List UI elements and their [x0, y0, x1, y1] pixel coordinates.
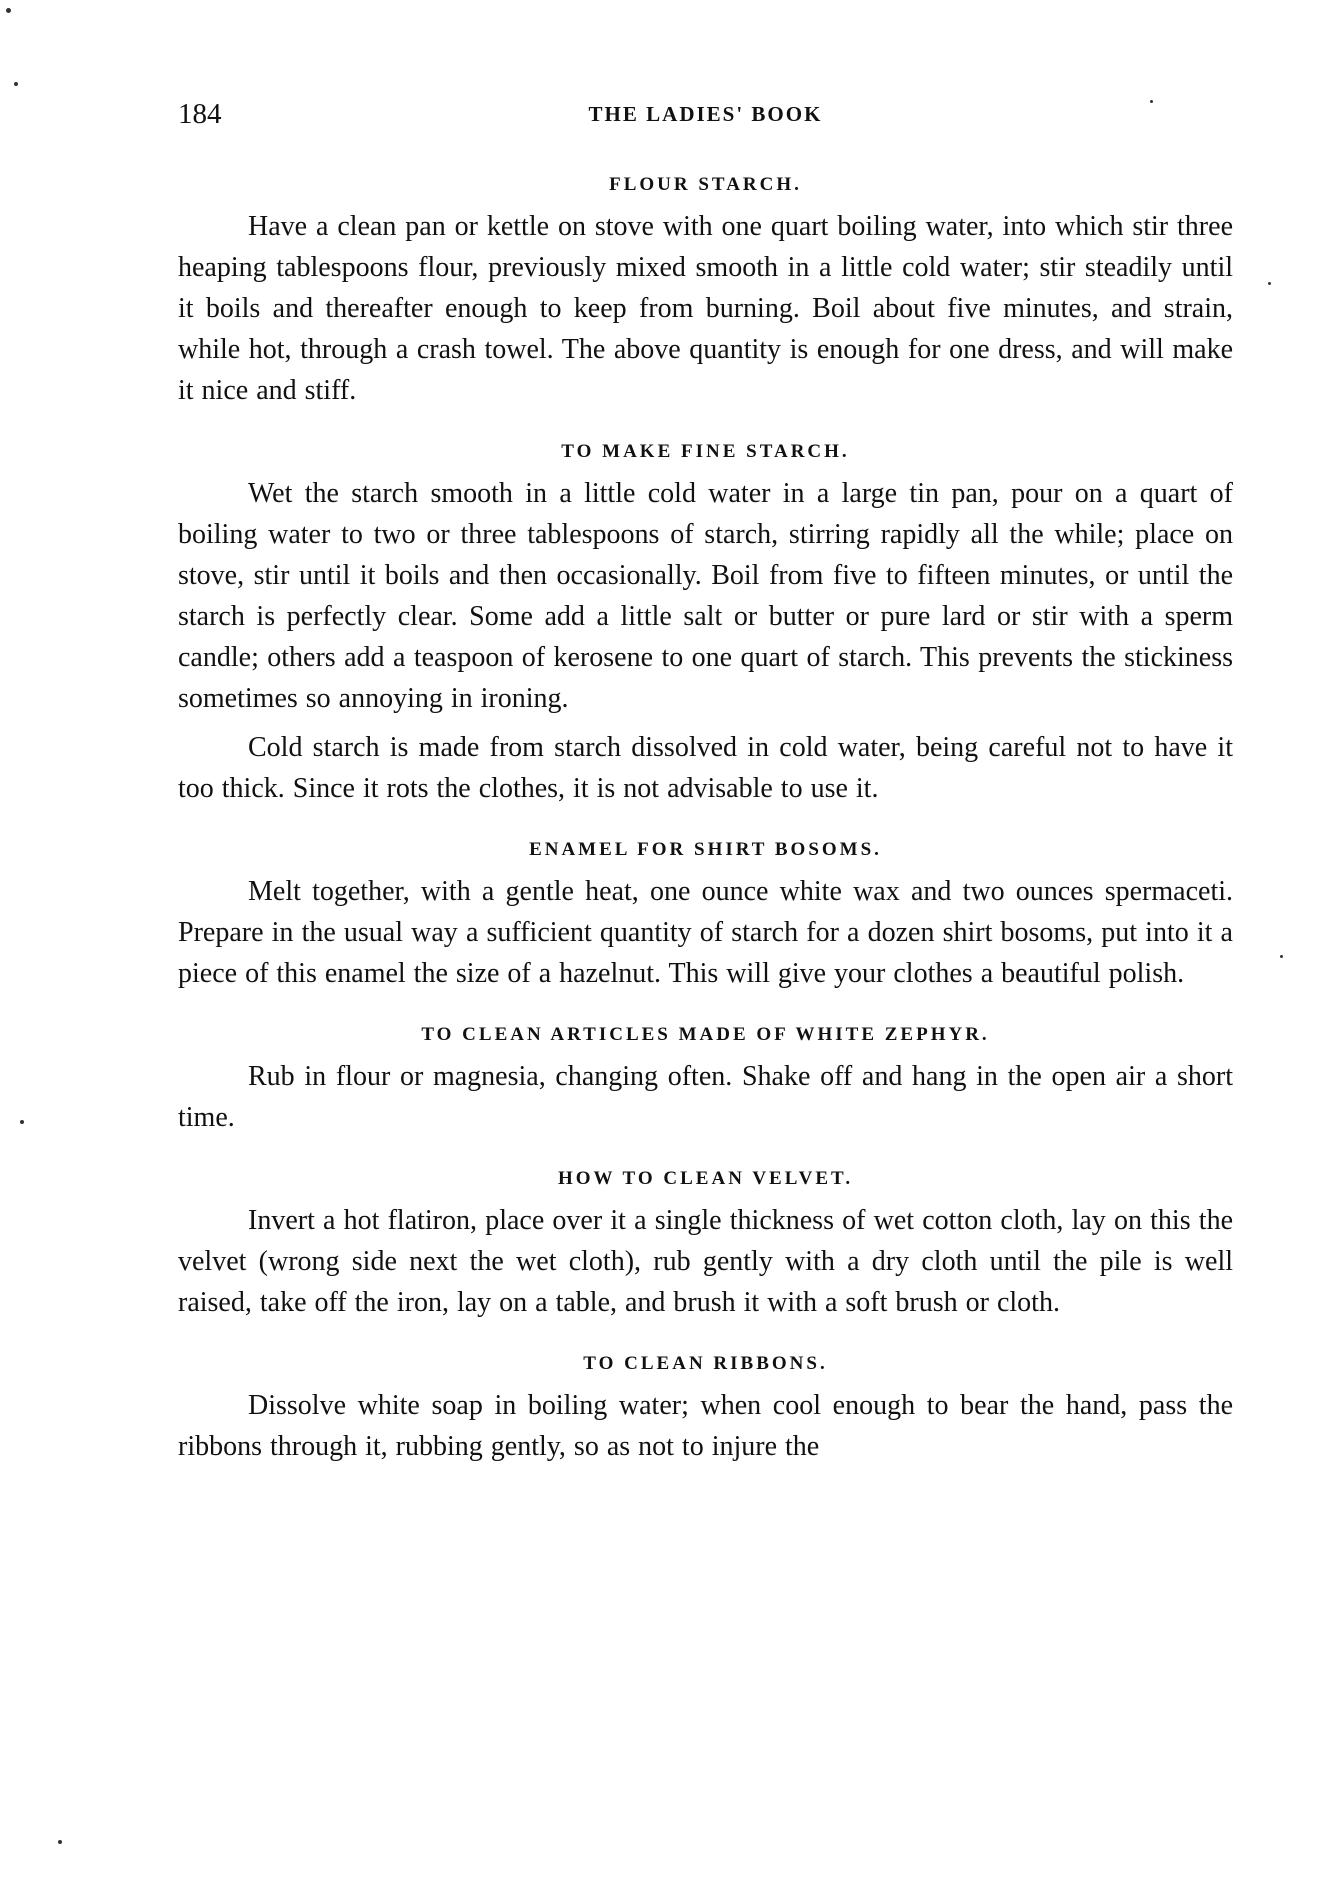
ink-speck [14, 82, 18, 86]
section-heading: TO MAKE FINE STARCH. [561, 441, 850, 462]
section-heading: FLOUR STARCH. [609, 174, 802, 195]
section-heading: TO CLEAN ARTICLES MADE OF WHITE ZEPHYR. [421, 1024, 990, 1045]
paragraph: Dissolve white soap in boiling water; when cool enough to bear the hand, pass the ribbons through it, rubbing gently, so as not to injure the [178, 1390, 1233, 1462]
ink-speck [1268, 282, 1271, 285]
section-fine-starch [178, 441, 1233, 809]
paragraph: Invert a hot flatiron, place over it a single thickness of wet cotton cloth, lay on this the velvet (wrong side next the wet cloth), rub gently with a dry cloth until the pile is well raised, take off the iron, lay on a table, and brush it with a soft brush or cloth. [178, 1205, 1233, 1318]
section-heading: HOW TO CLEAN VELVET. [557, 1168, 854, 1189]
section-clean-velvet [178, 1168, 1233, 1323]
paragraph: Melt together, with a gentle heat, one ounce white wax and two ounces spermaceti. Prepare in the usual way a sufficient quantity of starch for a dozen shirt bosoms, put into it a piece of this enamel the size of a hazelnut. This will give your clothes a beautiful polish. [178, 876, 1233, 989]
section-clean-white-zephyr [178, 1024, 1233, 1138]
running-head [178, 98, 1233, 138]
paragraph: Rub in flour or magnesia, changing often. Shake off and hang in the open air a short time. [178, 1061, 1233, 1133]
ink-speck [1280, 955, 1283, 958]
paragraph: Cold starch is made from starch dissolved in cold water, being careful not to have it too thick. Since it rots the clothes, it is not advisable to use it. [178, 732, 1233, 804]
ink-speck [20, 1120, 24, 1124]
page-number: 184 [178, 98, 222, 130]
book-title: THE LADIES' BOOK [588, 102, 823, 126]
section-flour-starch [178, 174, 1233, 411]
paragraph: Wet the starch smooth in a little cold water in a large tin pan, pour on a quart of boiling water to two or three tablespoons of starch, stirring rapidly all the while; place on stove, stir until it boils and then occasionally. Boil from five to fifteen minutes, or until the starch is perfectly clear. Some add a little salt or butter or pure lard or stir with a sperm candle; others add a teaspoon of kerosene to one quart of starch. This prevents the stickiness sometimes so annoying in ironing. [178, 478, 1233, 714]
section-enamel-shirt-bosoms [178, 839, 1233, 994]
ink-speck [6, 8, 11, 13]
ink-speck [58, 1840, 62, 1844]
section-clean-ribbons [178, 1353, 1233, 1467]
book-page [178, 98, 1233, 1467]
section-heading: ENAMEL FOR SHIRT BOSOMS. [529, 839, 882, 860]
section-heading: TO CLEAN RIBBONS. [583, 1353, 828, 1374]
paragraph: Have a clean pan or kettle on stove with one quart boiling water, into which stir three heaping tablespoons flour, previously mixed smooth in a little cold water; stir steadily until it boils and thereafter enough to keep from burning. Boil about five minutes, and strain, while hot, through a crash towel. The above quantity is enough for one dress, and will make it nice and stiff. [178, 211, 1233, 406]
